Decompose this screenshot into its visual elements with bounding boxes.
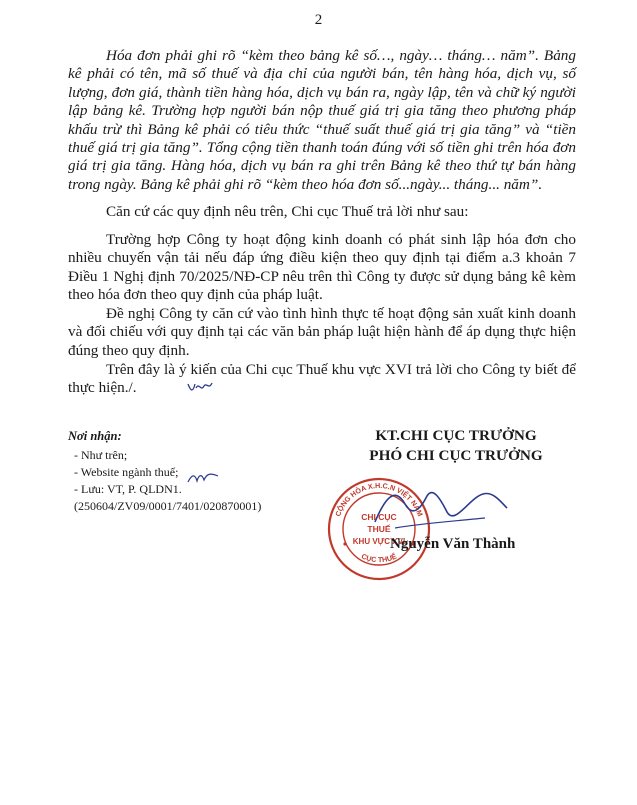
- recipients-title: Nơi nhận:: [68, 429, 122, 443]
- recipient-item: - Website ngành thuế;: [68, 464, 298, 481]
- seal-center-2: THUẾ: [367, 524, 391, 534]
- document-code: (250604/ZV09/0001/7401/020870001): [74, 499, 262, 513]
- closing-paragraph: Trên đây là ý kiến của Chi cục Thuế khu vực XVI trả lời cho Công ty biết để thực hiện./.: [68, 361, 576, 397]
- signature-block: [335, 426, 577, 466]
- signer-name: Nguyễn Văn Thành: [390, 536, 516, 552]
- signature-title-1: KT.CHI CỤC TRƯỞNG: [375, 427, 537, 444]
- page-number: 2: [314, 12, 323, 28]
- initials-mark-2: [186, 470, 220, 486]
- seal-ring-top: CỘNG HÒA X.H.C.N VIỆT NAM: [333, 480, 425, 518]
- recipients-list: [68, 447, 298, 498]
- signature-title-2: PHÓ CHI CỤC TRƯỞNG: [369, 447, 543, 464]
- initials-mark: [186, 380, 214, 394]
- recipients-block: [68, 428, 298, 515]
- basis-paragraph: Căn cứ các quy định nêu trên, Chi cục Thuế trả lời như sau:: [106, 203, 469, 220]
- italic-legal-excerpt: [68, 47, 576, 194]
- recipient-item: - Lưu: VT, P. QLDN1.: [68, 481, 298, 498]
- seal-center-1: CHI CỤC: [361, 512, 397, 522]
- seal-center-3: KHU VỰC XVI: [352, 537, 406, 546]
- recipient-item: - Như trên;: [68, 447, 298, 464]
- handwritten-signature: [365, 478, 515, 540]
- request-paragraph: Đề nghị Công ty căn cứ vào tình hình thực tế hoạt động sản xuất kinh doanh và đối chiếu với quy định tại các văn bản pháp luật hiện hành để áp dụng thực hiện đúng theo quy định.: [68, 305, 576, 359]
- excerpt-paragraph: Hóa đơn phải ghi rõ “kèm theo bảng kê số…, ngày… tháng… năm”. Bảng kê phải có tên, mã số thuế và địa chỉ của người bán, tên hàng hóa, dịch vụ, số lượng, đơn giá, thành tiền hàng hóa, dịch vụ bán ra, ngày lập, tên và chữ ký người lập bảng kê. Trường hợp người bán nộp thuế giá trị gia tăng theo phương pháp khấu trừ thì Bảng kê phải có tiêu thức “thuế suất thuế giá trị gia tăng” và “tiền thuế giá trị gia tăng”. Tổng cộng tiền thanh toán đúng với số tiền ghi trên hóa đơn giá trị gia tăng. Hàng hóa, dịch vụ bán ra ghi trên Bảng kê theo thứ tự bán hàng trong ngày. Bảng kê phải ghi rõ “kèm theo hóa đơn số...ngày... tháng... năm”.: [68, 47, 576, 193]
- answer-paragraph: Trường hợp Công ty hoạt động kinh doanh có phát sinh lập hóa đơn cho nhiều chuyến vận tải nếu đáp ứng điều kiện theo quy định tại điểm a.3 khoản 7 Điều 1 Nghị định 70/2025/NĐ-CP nêu trên thì Công ty được sử dụng bảng kê kèm theo hóa đơn theo quy định của pháp luật.: [68, 231, 576, 304]
- seal-ring-bottom: CỤC THUẾ: [360, 551, 398, 565]
